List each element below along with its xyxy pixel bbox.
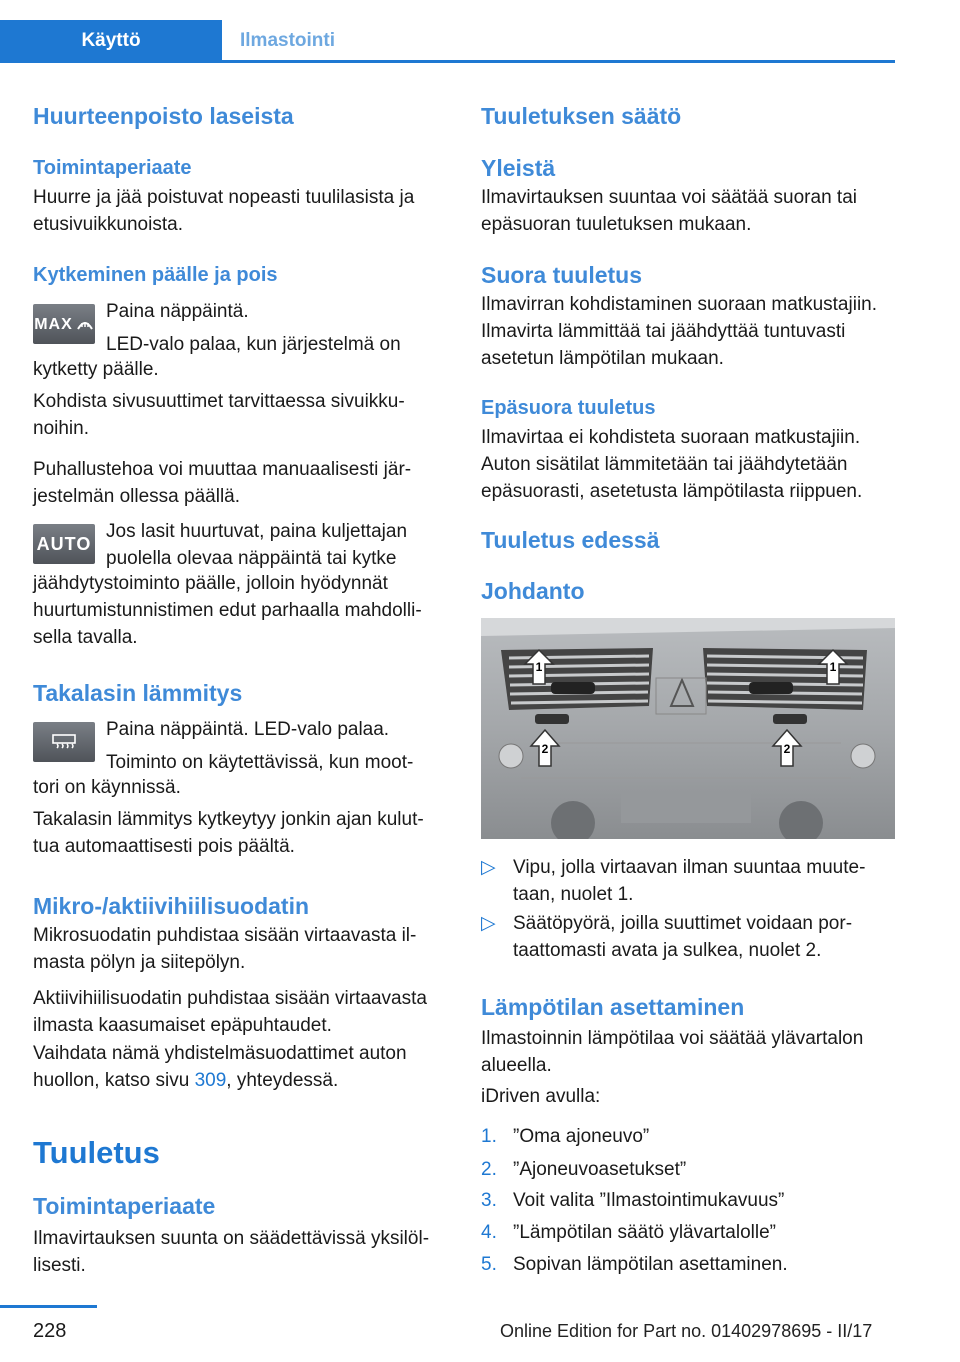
- text: , yhteydessä.: [226, 1070, 339, 1091]
- section-title-front-ventilation: Tuuletus edessä: [481, 527, 660, 553]
- paragraph: Toiminto on käytettävissä, kun moot-: [106, 752, 414, 773]
- step-number: 2.: [481, 1159, 497, 1180]
- subheading-temperature: Lämpötilan asettaminen: [481, 994, 745, 1020]
- max-label: MAX: [34, 315, 73, 333]
- step-text: Voit valita ”Ilmastointimukavuus”: [513, 1190, 785, 1211]
- arrow-label-1: 1: [535, 660, 543, 674]
- windshield-icon: [76, 316, 94, 332]
- paragraph: [33, 1040, 448, 1094]
- paragraph: Kohdista sivusuuttimet tarvittaessa sivuikku-noihin.: [33, 391, 405, 439]
- paragraph: Mikrosuodatin puhdistaa sisään virtaavasta il-masta pölyn ja siitepölyn.: [33, 925, 417, 973]
- chapter-title-ventilation: Tuuletus: [33, 1135, 160, 1170]
- subheading-on-off: Kytkeminen päälle ja pois: [33, 264, 278, 286]
- edition-note: Online Edition for Part no. 01402978695 - II/17: [500, 1321, 873, 1341]
- paragraph: Jos lasit huurtuvat, paina kuljettajan: [106, 521, 408, 542]
- step-number: 5.: [481, 1254, 497, 1275]
- left-vent: [501, 648, 653, 710]
- arrow-label-2: 2: [783, 742, 791, 756]
- section-title-ventilation-control: Tuuletuksen säätö: [481, 103, 682, 129]
- step-text: ”Ajoneuvoasetukset”: [513, 1159, 687, 1180]
- subheading-indirect: Epäsuora tuuletus: [481, 397, 656, 419]
- paragraph: Paina näppäintä. LED-valo palaa.: [106, 719, 390, 740]
- list-item-text: Vipu, jolla virtaavan ilman suuntaa muute-taan, nuolet 1.: [513, 857, 866, 905]
- paragraph: Aktiivihiilisuodatin puhdistaa sisään virtaavasta ilmasta kaasumaiset epäpuhtaudet.: [33, 988, 427, 1036]
- subheading-principle: Toimintaperiaate: [33, 1193, 216, 1219]
- tab-kaytto[interactable]: Käyttö: [0, 20, 222, 61]
- paragraph: LED-valo palaa, kun järjestelmä on: [106, 334, 401, 355]
- paragraph: Ilmavirtauksen suunta on säädettävissä yksilöl-lisesti.: [33, 1228, 430, 1276]
- list-item-text: Säätöpyörä, joilla suuttimet voidaan por-taattomasti avata ja sulkea, nuolet 2.: [513, 913, 853, 961]
- subheading-general: Yleistä: [481, 155, 556, 181]
- subheading-intro: Johdanto: [481, 578, 585, 604]
- paragraph: Paina näppäintä.: [106, 301, 249, 322]
- footer-rule: [0, 1305, 97, 1308]
- subheading-principle: Toimintaperiaate: [33, 157, 192, 179]
- max-defrost-button-icon: [33, 304, 95, 344]
- paragraph: Ilmavirran kohdistaminen suoraan matkustajiin. Ilmavirta lämmittää tai jäähdyttää tuntuvasti asetetun lämpötilan mukaan.: [481, 294, 878, 369]
- step-text: ”Oma ajoneuvo”: [513, 1126, 650, 1147]
- triangle-bullet-icon: ▷: [481, 913, 496, 934]
- page-number: 228: [33, 1320, 67, 1342]
- paragraph: tori on käynnissä.: [33, 777, 181, 798]
- paragraph: iDriven avulla:: [481, 1086, 601, 1107]
- air-vents-photo: [481, 618, 895, 839]
- paragraph: Huurre ja jää poistuvat nopeasti tuulilasista ja etusivuikkunoista.: [33, 187, 415, 235]
- rear-heating-glyph: [51, 733, 77, 751]
- paragraph: kytketty päälle.: [33, 359, 159, 380]
- step-number: 3.: [481, 1190, 497, 1211]
- section-title-filter: Mikro-/aktiivihiilisuodatin: [33, 893, 310, 919]
- right-vent: [703, 648, 867, 710]
- paragraph: Takalasin lämmitys kytkeytyy jonkin ajan kulut-tua automaattisesti pois päältä.: [33, 809, 424, 857]
- paragraph: Puhallustehoa voi muuttaa manuaalisesti jär-jestelmän ollessa päällä.: [33, 459, 412, 507]
- step-number: 4.: [481, 1222, 497, 1243]
- paragraph: Ilmavirtauksen suuntaa voi säätää suoran tai epäsuoran tuuletuksen mukaan.: [481, 187, 857, 235]
- tab-ilmastointi[interactable]: Ilmastointi: [222, 20, 390, 61]
- text: Vaihdata nämä yhdistelmäsuodattimet auton huollon, katso sivu: [33, 1043, 407, 1091]
- paragraph: jäähdytystoiminto päälle, jolloin hyödynnät huurtumistunnistimen edut parhaalla mahdolli-sella tavalla.: [33, 573, 422, 648]
- auto-label: AUTO: [36, 533, 92, 554]
- page-link[interactable]: 309: [194, 1070, 227, 1091]
- arrow-label-1: 1: [829, 660, 837, 674]
- header-rule: [0, 60, 895, 63]
- subheading-direct: Suora tuuletus: [481, 262, 643, 288]
- step-number: 1.: [481, 1126, 497, 1147]
- triangle-bullet-icon: ▷: [481, 857, 496, 878]
- arrow-label-2: 2: [541, 742, 549, 756]
- section-title-defrost: Huurteenpoisto laseista: [33, 103, 294, 129]
- paragraph: puolella olevaa näppäintä tai kytke: [106, 548, 397, 569]
- section-title-rear-window-heating: Takalasin lämmitys: [33, 680, 243, 706]
- auto-button-icon: [33, 524, 95, 564]
- step-text: ”Lämpötilan säätö ylävartalolle”: [513, 1222, 776, 1243]
- paragraph: Ilmavirtaa ei kohdisteta suoraan matkustajiin. Auton sisätilat lämmitetään tai jäähdytetään epäsuorasti, asetetusta lämpötilasta riippuen.: [481, 427, 863, 502]
- step-text: Sopivan lämpötilan asettaminen.: [513, 1254, 788, 1275]
- rear-window-heating-icon: [33, 722, 95, 762]
- paragraph: Ilmastoinnin lämpötilaa voi säätää ylävartalon alueella.: [481, 1028, 864, 1076]
